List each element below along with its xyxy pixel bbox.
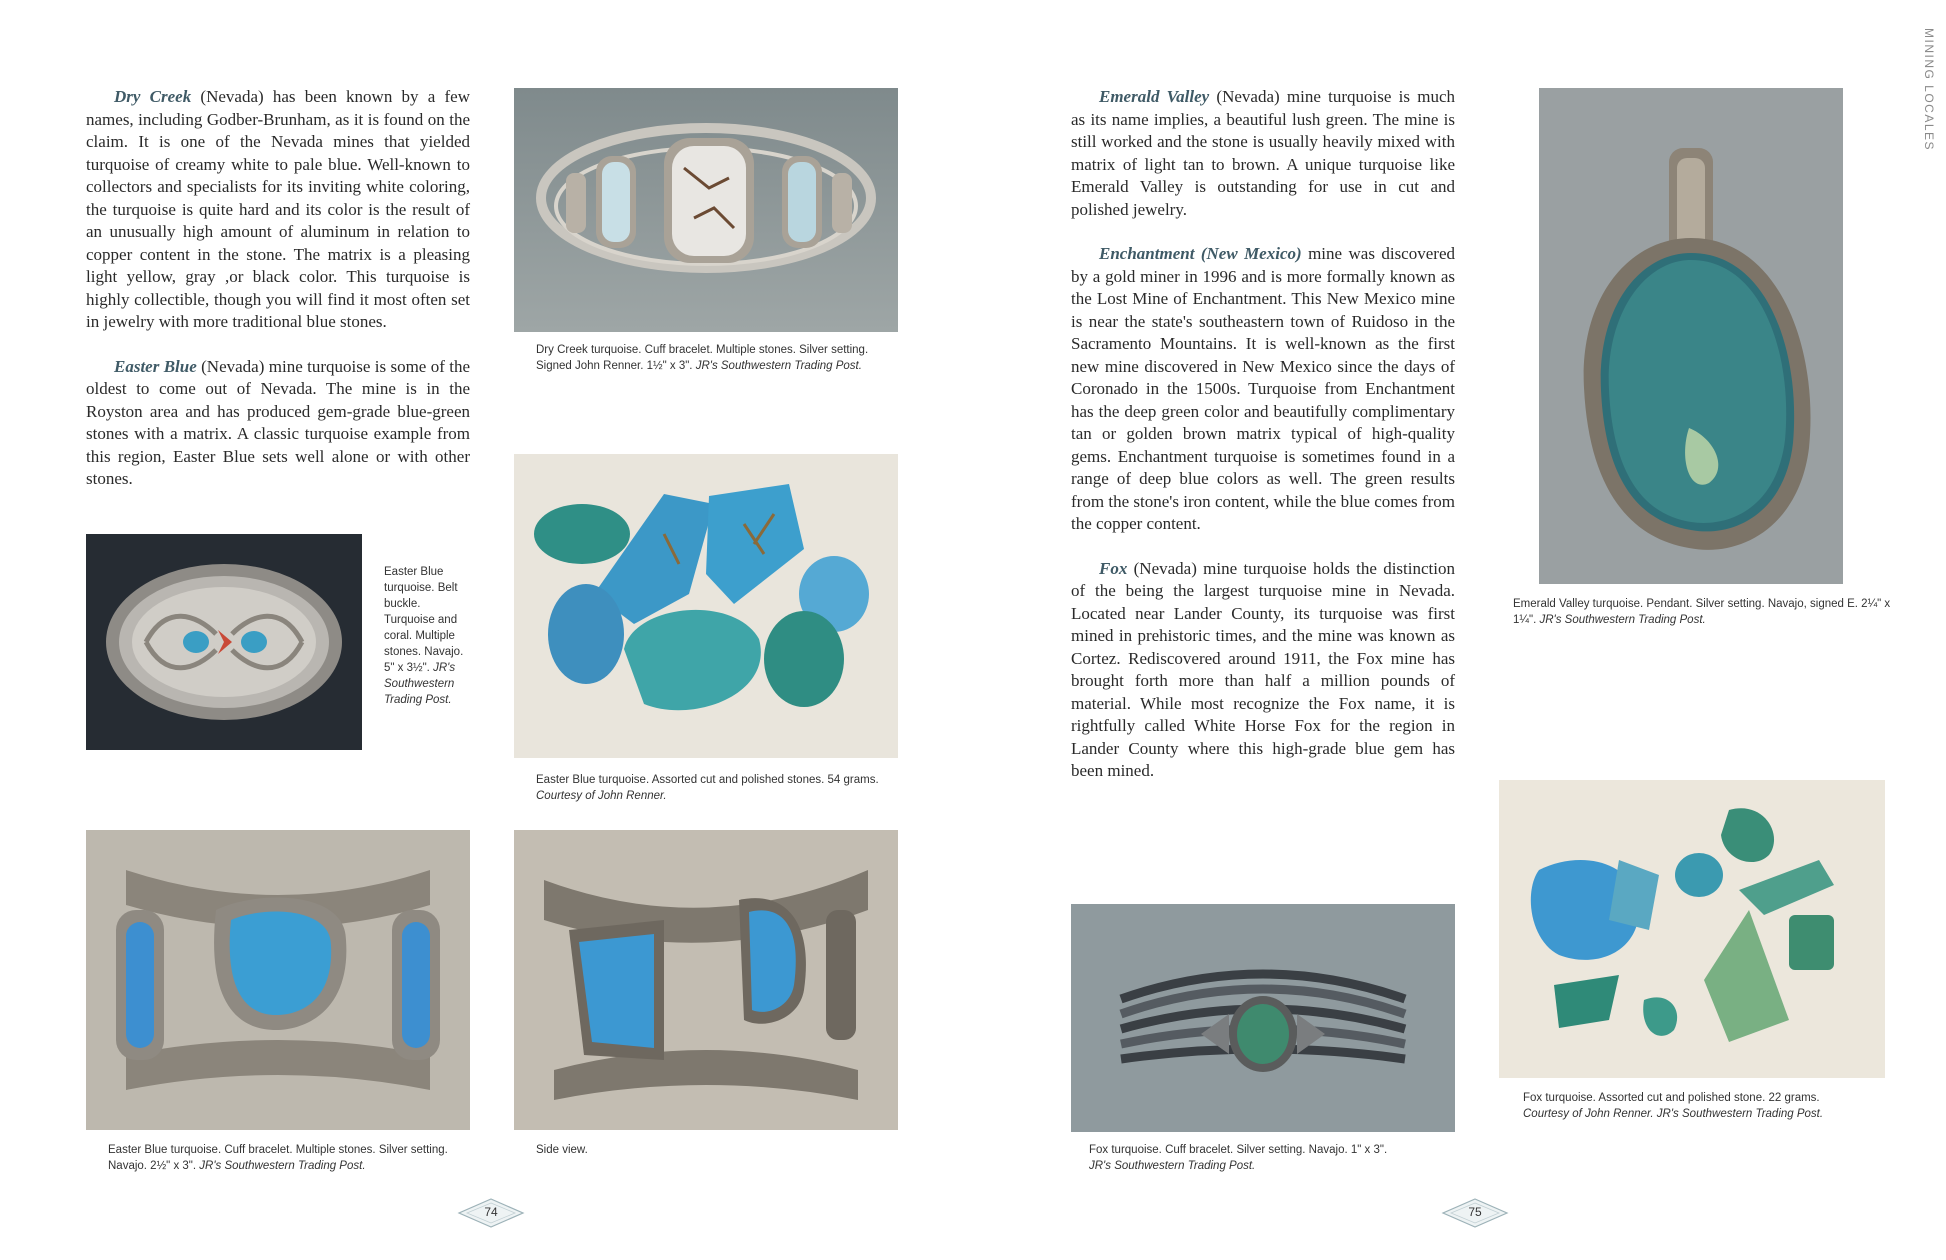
left-text-column	[86, 86, 470, 513]
photo-emerald-valley-pendant	[1539, 88, 1843, 584]
caption-credit: Courtesy of John Renner.	[536, 790, 667, 802]
paragraph-easter-blue	[86, 356, 470, 491]
caption-text: Easter Blue turquoise. Assorted cut and polished stones. 54 grams.	[536, 774, 879, 786]
caption-fox-cuff	[1089, 1142, 1449, 1174]
caption-text: Fox turquoise. Assorted cut and polished stone. 22 grams.	[1523, 1092, 1820, 1104]
caption-dry-creek	[536, 342, 896, 374]
caption-credit: JR's Southwestern Trading Post.	[1539, 614, 1706, 626]
photo-easter-blue-buckle	[86, 534, 362, 750]
term-fox: Fox	[1099, 558, 1128, 578]
photo-fox-stones	[1499, 780, 1885, 1078]
caption-text: Emerald Valley turquoise. Pendant. Silver setting. Navajo, signed E. 2¼" x 1¼".	[1513, 598, 1891, 626]
caption-text: Dry Creek turquoise. Cuff bracelet. Multiple stones. Silver setting. Signed John Renner. 1½" x 3".	[536, 344, 869, 372]
page-number-text: 74	[484, 1205, 498, 1219]
paragraph-text: (Nevada) has been known by a few names, including Godber-Brunham, as it is found on the claim. It is one of the Nevada mines that yielded turquoise of creamy white to pale blue. Well-known to collectors and specialists for its inviting white coloring, the turquoise is quite hard and its color is the result of an unusually high amount of aluminum in relation to copper content in the stone. The matrix is a pleasing light yellow, gray ,or black color. This turquoise is highly collectible, though you will find it most often set in jewelry with more traditional blue stones.	[86, 87, 470, 331]
photo-side-view	[514, 830, 898, 1130]
photo-fox-cuff	[1071, 904, 1455, 1132]
caption-emerald-valley	[1513, 596, 1893, 628]
caption-text: Easter Blue turquoise. Cuff bracelet. Multiple stones. Silver setting. Navajo. 2½" x 3".	[108, 1144, 448, 1172]
photo-easter-blue-cuff	[86, 830, 470, 1130]
caption-credit: Courtesy of John Renner. JR's Southwestern Trading Post.	[1523, 1108, 1824, 1120]
caption-credit: JR's Southwestern Trading Post.	[1089, 1160, 1256, 1172]
paragraph-emerald-valley	[1071, 86, 1455, 221]
caption-easter-stones	[536, 772, 896, 804]
caption-fox-stones	[1523, 1090, 1883, 1122]
paragraph-text: mine was discovered by a gold miner in 1996 and is more formally known as the Lost Mine of Enchantment. This New Mexico mine is near the state's southeastern town of Ruidoso in the Sacramento Mountains. It is well-known as the first new mine discovered in New Mexico since the days of Coronado in the 1500s. Turquoise from Enchantment has the deep green color and beautifully complimentary tan or golden brown matrix typical of high-quality gems. Enchantment turquoise is sometimes found in a range of deep blue colors as well. The green results from the stone's iron content, while the blue comes from the copper content.	[1071, 244, 1455, 533]
caption-buckle	[384, 564, 470, 708]
caption-text: Easter Blue turquoise. Belt buckle. Turquoise and coral. Multiple stones. Navajo. 5" x 3½".	[384, 566, 464, 674]
paragraph-enchantment	[1071, 243, 1455, 536]
paragraph-text: (Nevada) mine turquoise is some of the oldest to come out of Nevada. The mine is in the Royston area and has produced gem-grade blue-green stones with a matrix. A classic turquoise example from this region, Easter Blue sets well alone or with other stones.	[86, 356, 470, 488]
paragraph-fox	[1071, 558, 1455, 783]
page-number-right	[1440, 1196, 1510, 1230]
page-number-left	[456, 1196, 526, 1230]
term-easter-blue: Easter Blue	[114, 356, 197, 376]
running-head: MINING LOCALES	[1922, 28, 1936, 152]
caption-side-view	[536, 1142, 896, 1158]
term-dry-creek: Dry Creek	[114, 87, 192, 106]
term-enchantment: Enchantment (New Mexico)	[1099, 244, 1302, 263]
caption-credit: JR's Southwestern Trading Post.	[384, 662, 456, 706]
caption-credit: JR's Southwestern Trading Post.	[199, 1160, 366, 1172]
right-page	[973, 0, 1946, 1260]
photo-dry-creek-cuff	[514, 88, 898, 332]
photo-easter-blue-stones	[514, 454, 898, 758]
caption-text: Side view.	[536, 1144, 588, 1156]
page-number-text: 75	[1468, 1205, 1482, 1219]
paragraph-text: (Nevada) mine turquoise is much as its name implies, a beautiful lush green. The mine is still worked and the stone is usually heavily mixed with matrix of light tan to brown. A unique turquoise like Emerald Valley is outstanding for use in cut and polished jewelry.	[1071, 87, 1455, 219]
right-text-column	[1071, 86, 1455, 805]
paragraph-dry-creek	[86, 86, 470, 334]
caption-credit: JR's Southwestern Trading Post.	[695, 360, 862, 372]
paragraph-text: (Nevada) mine turquoise holds the distinction of the being the largest turquoise mine in Nevada. Located near Lander County, its turquoise was first mined in prehistoric times, and the mine was known as Cortez. Rediscovered around 1911, the Fox mine has brought forth more than half a million pounds of material. While most recognize the Fox name, it is rightfully called White Horse Fox for the region in Lander County where this high-grade blue gem has been mined.	[1071, 558, 1455, 780]
caption-text: Fox turquoise. Cuff bracelet. Silver setting. Navajo. 1" x 3".	[1089, 1144, 1388, 1156]
term-emerald-valley: Emerald Valley	[1099, 87, 1210, 106]
caption-easter-cuff	[108, 1142, 468, 1174]
